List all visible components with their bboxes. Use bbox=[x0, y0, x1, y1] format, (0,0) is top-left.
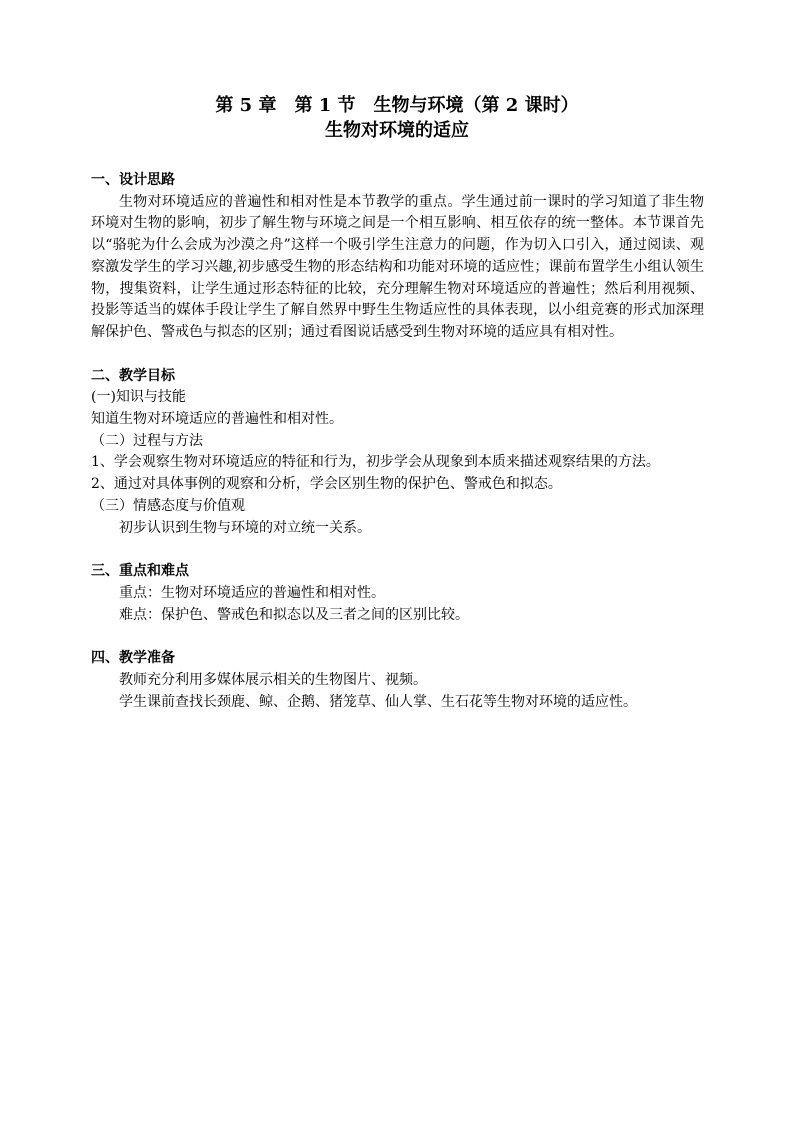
section-heading-goals: 二、教学目标 bbox=[91, 367, 175, 384]
student-preparation-text: 学生课前查找长颈鹿、鲸、企鹅、猪笼草、仙人掌、生石花等生物对环境的适应性。 bbox=[119, 693, 637, 710]
teacher-preparation-text: 教师充分利用多媒体展示相关的生物图片、视频。 bbox=[119, 672, 427, 689]
knowledge-text: 知道生物对环境适应的普遍性和相对性。 bbox=[91, 411, 343, 428]
key-point-text: 重点：生物对环境适应的普遍性和相对性。 bbox=[119, 584, 385, 601]
document-title: 第 5 章 第 1 节 生物与环境（第 2 课时） bbox=[215, 95, 579, 116]
difficult-point-text: 难点：保护色、警戒色和拟态以及三者之间的区别比较。 bbox=[119, 606, 469, 623]
design-paragraph: 生物对环境适应的普遍性和相对性是本节教学的重点。学生通过前一课时的学习知道了非生物环境对生物的影响，初步了解生物与环境之间是一个相互影响、相互依存的统一整体。本节课首先以“骆驼为什么会成为沙漠之舟”这样一个吸引学生注意力的问题，作为切入口引入，通过阅读、观察激发学生的学习兴趣,初步感受生物的形态结构和功能对环境的适应性；课前布置学生小组认领生物，搜集资料，让学生通过形态特征的比较，充分理解生物对环境适应的普遍性；然后利用视频、投影等适当的媒体手段让学生了解自然界中野生生物适应性的具体表现，以小组竞赛的形式加深理解保护色、警戒色与拟态的区别；通过看图说话感受到生物对环境的适应具有相对性。 bbox=[91, 193, 704, 340]
section-heading-keypoints: 三、重点和难点 bbox=[91, 563, 189, 580]
section-heading-preparation: 四、教学准备 bbox=[91, 650, 175, 667]
spacer bbox=[91, 344, 704, 366]
section-heading-design: 一、设计思路 bbox=[91, 172, 175, 188]
document-body bbox=[91, 170, 704, 713]
document-subtitle: 生物对环境的适应 bbox=[325, 120, 469, 141]
attitude-text: 初步认识到生物与环境的对立统一关系。 bbox=[119, 519, 371, 536]
subheading-knowledge: (一)知识与技能 bbox=[91, 389, 186, 406]
process-item-2: 2、通过对具体事例的观察和分析，学会区别生物的保护色、警戒色和拟态。 bbox=[91, 476, 562, 493]
spacer bbox=[91, 626, 704, 648]
subheading-attitude: （三）情感态度与价值观 bbox=[91, 497, 245, 514]
spacer bbox=[91, 539, 704, 561]
process-item-1: 1、学会观察生物对环境适应的特征和行为，初步学会从现象到本质来描述观察结果的方法。 bbox=[91, 454, 660, 471]
subheading-process: （二）过程与方法 bbox=[91, 432, 203, 449]
